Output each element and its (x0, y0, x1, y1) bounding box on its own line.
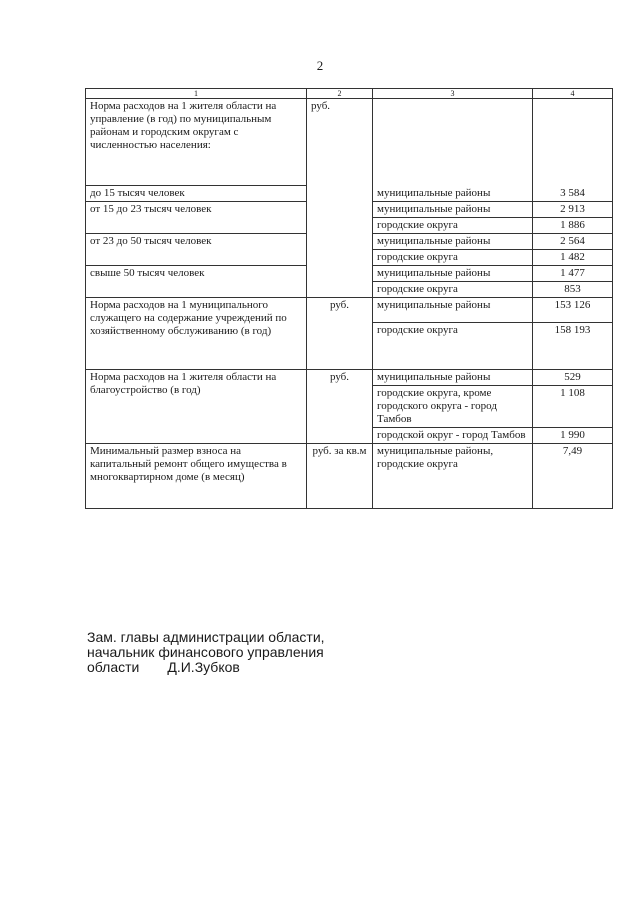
repair-norm-unit: руб. за кв.м (307, 444, 373, 509)
signatory-name: Д.И.Зубков (167, 659, 240, 675)
management-norm-unit: руб. (307, 99, 373, 298)
population-group-label: до 15 тысяч человек (86, 186, 307, 202)
signature-position-line-3: области (87, 659, 140, 675)
population-group-label: свыше 50 тысяч человек (86, 266, 307, 298)
table-row (86, 444, 613, 509)
page-number: 2 (316, 58, 324, 73)
value-cell: 1 990 (533, 428, 613, 444)
value-cell: 158 193 (533, 323, 613, 370)
area-type-cell: муниципальные районы (373, 99, 533, 202)
signature-position-line-1: Зам. главы администрации области, (87, 629, 325, 645)
area-type-cell: городские округа (373, 218, 533, 234)
value-cell: 853 (533, 282, 613, 298)
area-type-cell: городские округа (373, 250, 533, 266)
area-type-cell: муниципальные районы (373, 234, 533, 250)
signature-position-line-2: начальник финансового управления (87, 644, 324, 660)
value-cell: 2 913 (533, 202, 613, 218)
area-type-cell: муниципальные районы (373, 202, 533, 218)
norms-table (85, 88, 613, 509)
improvement-norm-title: Норма расходов на 1 жителя области на благоустройство (в год) (86, 370, 307, 444)
value-cell: 1 482 (533, 250, 613, 266)
value-cell: 153 126 (533, 298, 613, 323)
area-type-cell: муниципальные районы (373, 266, 533, 282)
improvement-norm-unit: руб. (307, 370, 373, 444)
table-row (86, 298, 613, 323)
value-cell: 1 108 (533, 386, 613, 428)
service-norm-unit: руб. (307, 298, 373, 370)
repair-norm-title: Минимальный размер взноса на капитальный ремонт общего имущества в многоквартирном доме (в месяц) (86, 444, 307, 509)
population-group-label: от 23 до 50 тысяч человек (86, 234, 307, 266)
service-norm-title: Норма расходов на 1 муниципального служащего на содержание учреждений по хозяйственному обслуживанию (в год) (86, 298, 307, 370)
table-row (86, 99, 613, 186)
value-cell: 1 477 (533, 266, 613, 282)
area-type-cell: муниципальные районы (373, 298, 533, 323)
column-number-3: 3 (373, 89, 533, 99)
column-number-1: 1 (86, 89, 307, 99)
management-norm-title: Норма расходов на 1 жителя области на управление (в год) по муниципальным районам и городским округам с численностью населения: (86, 99, 307, 186)
table-row (86, 370, 613, 386)
area-type-cell: муниципальные районы (373, 370, 533, 386)
area-type-cell: городские округа, кроме городского округа - город Тамбов (373, 386, 533, 428)
value-cell: 529 (533, 370, 613, 386)
area-type-cell: городские округа (373, 323, 533, 370)
population-group-label: от 15 до 23 тысяч человек (86, 202, 307, 234)
value-cell: 7,49 (533, 444, 613, 509)
value-cell: 2 564 (533, 234, 613, 250)
area-type-cell: муниципальные районы, городские округа (373, 444, 533, 509)
column-number-4: 4 (533, 89, 613, 99)
column-number-2: 2 (307, 89, 373, 99)
area-type-cell: городской округ - город Тамбов (373, 428, 533, 444)
signature-block (87, 630, 325, 675)
value-cell: 1 886 (533, 218, 613, 234)
table-header-row (86, 89, 613, 99)
value-cell: 3 584 (533, 99, 613, 202)
area-type-cell: городские округа (373, 282, 533, 298)
